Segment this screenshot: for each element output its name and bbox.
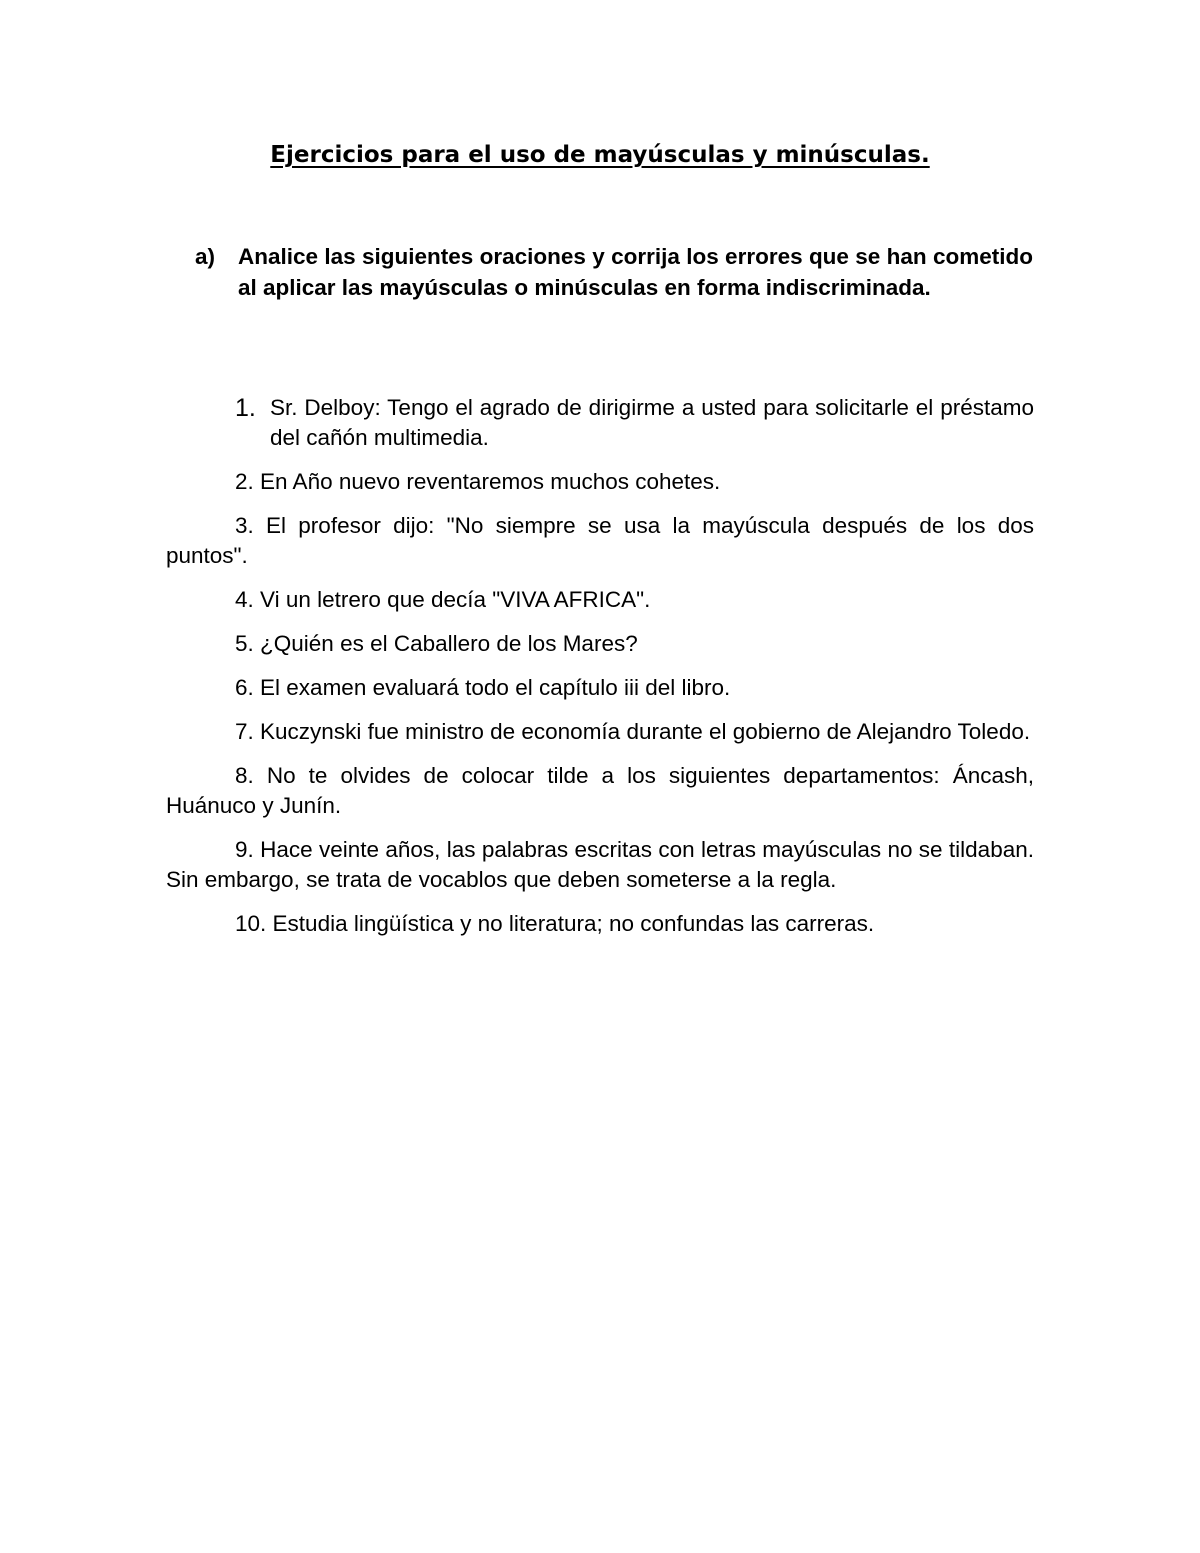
instruction (195, 241, 1033, 303)
item-number: 1. (235, 394, 256, 422)
item-number: 2. (235, 469, 254, 494)
item-text: ¿Quién es el Caballero de los Mares? (260, 631, 638, 656)
item-number: 10. (235, 911, 267, 936)
item-number: 7. (235, 719, 254, 744)
item-text: El examen evaluará todo el capítulo iii del libro. (260, 675, 731, 700)
item-text: Kuczynski fue ministro de economía durante el gobierno de Alejandro Toledo. (260, 719, 1031, 744)
exercise-item-8 (166, 761, 1034, 821)
item-text: Estudia lingüística y no literatura; no confundas las carreras. (272, 911, 875, 936)
exercise-item-6 (166, 673, 1034, 703)
exercise-item-10 (166, 909, 1034, 939)
instruction-marker: a) (195, 244, 216, 269)
item-number: 5. (235, 631, 254, 656)
exercise-item-2 (166, 467, 1034, 497)
item-text: El profesor dijo: "No siempre se usa la mayúscula después de los dos puntos". (166, 513, 1034, 568)
exercise-list (166, 393, 1034, 953)
exercise-item-5 (166, 629, 1034, 659)
exercise-item-9 (166, 835, 1034, 895)
item-text: Sr. Delboy: Tengo el agrado de dirigirme a usted para solicitarle el préstamo del cañón multimedia. (270, 395, 1034, 450)
item-text: No te olvides de colocar tilde a los siguientes departamentos: Áncash, Huánuco y Junín. (166, 763, 1034, 818)
item-number: 8. (235, 763, 254, 788)
exercise-item-3 (166, 511, 1034, 571)
item-number: 9. (235, 837, 254, 862)
item-text: Hace veinte años, las palabras escritas con letras mayúsculas no se tildaban. Sin embargo, se trata de vocablos que deben someterse a la regla. (166, 837, 1034, 892)
exercise-item-1 (166, 393, 1034, 453)
exercise-item-4 (166, 585, 1034, 615)
item-number: 6. (235, 675, 254, 700)
instruction-text: Analice las siguientes oraciones y corrija los errores que se han cometido al aplicar las mayúsculas o minúsculas en forma indiscriminada. (238, 244, 1033, 300)
page-title: Ejercicios para el uso de mayúsculas y minúsculas. (270, 142, 930, 168)
exercise-item-7 (166, 717, 1034, 747)
item-text: Vi un letrero que decía "VIVA AFRICA". (260, 587, 651, 612)
item-number: 4. (235, 587, 254, 612)
item-number: 3. (235, 513, 254, 538)
item-text: En Año nuevo reventaremos muchos cohetes. (260, 469, 721, 494)
